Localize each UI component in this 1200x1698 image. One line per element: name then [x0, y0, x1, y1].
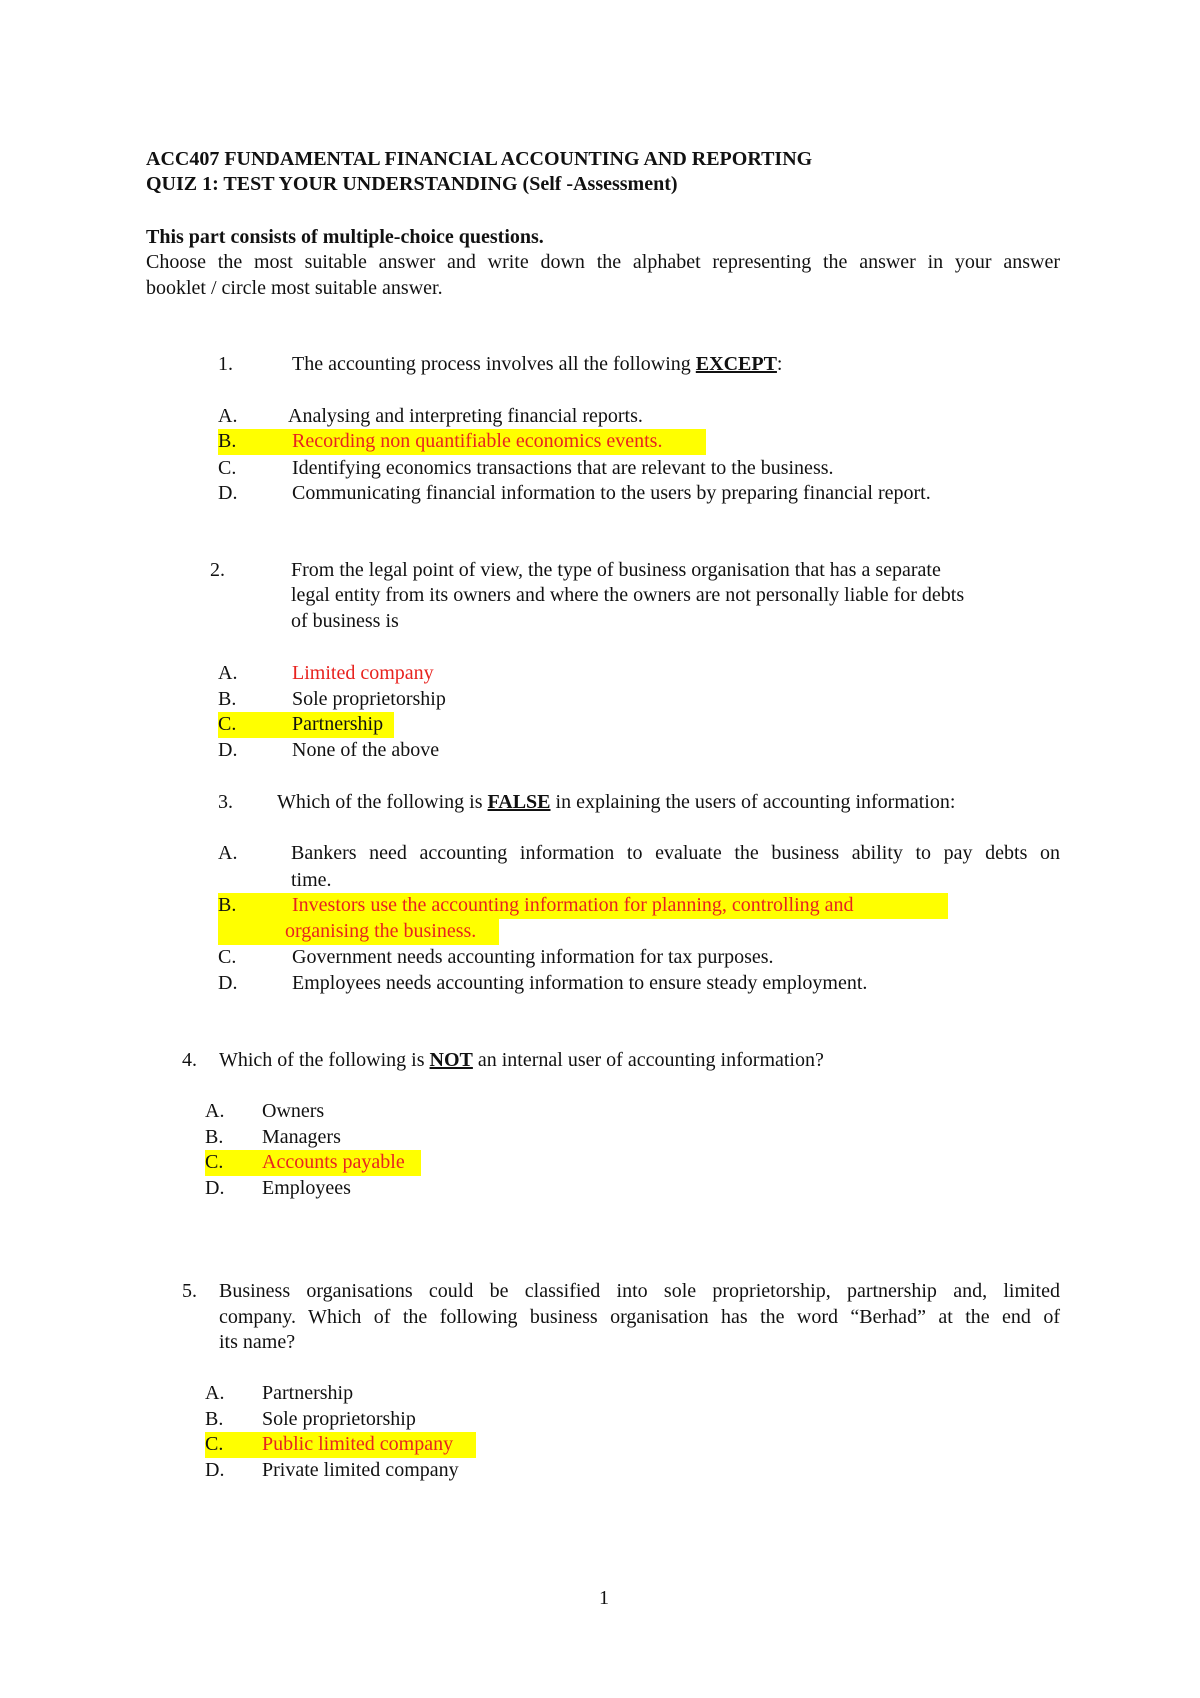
option-letter: C.: [218, 946, 237, 968]
question-number: 2.: [210, 559, 225, 581]
option-text: Bankers need accounting information to evaluate the business ability to pay debts on: [291, 842, 1060, 864]
option-letter: C.: [218, 457, 237, 479]
question-text: legal entity from its owners and where the owners are not personally liable for debts: [291, 584, 965, 606]
option-letter: D.: [205, 1177, 225, 1199]
instructions-line-2: booklet / circle most suitable answer.: [146, 277, 443, 299]
question-number: 4.: [182, 1049, 197, 1071]
option-text-answer: organising the business.: [285, 920, 477, 942]
option-text: Private limited company: [262, 1459, 459, 1481]
option-text-answer: Investors use the accounting information for planning, controlling and: [292, 894, 854, 916]
question-emphasis: NOT: [429, 1049, 473, 1071]
question-text: [292, 352, 782, 376]
option-text: None of the above: [292, 739, 440, 761]
question-text: [277, 790, 955, 814]
option-text: Managers: [262, 1126, 341, 1148]
question-text: Business organisations could be classified into sole proprietorship, partnership and, limited: [219, 1280, 1060, 1302]
option-letter: B.: [205, 1408, 224, 1430]
quiz-title: QUIZ 1: TEST YOUR UNDERSTANDING (Self -Assessment): [146, 173, 678, 195]
question-emphasis: FALSE: [487, 791, 551, 813]
option-text: Partnership: [292, 713, 384, 735]
option-letter: D.: [218, 972, 238, 994]
option-letter: D.: [218, 739, 238, 761]
question-text: company. Which of the following business organisation has the word “Berhad” at the end of: [219, 1306, 1060, 1328]
question-number: 3.: [218, 791, 233, 813]
option-letter: A.: [218, 405, 238, 427]
question-text: From the legal point of view, the type of business organisation that has a separate: [291, 559, 941, 581]
question-text-end: :: [776, 353, 783, 375]
question-text: its name?: [219, 1331, 296, 1353]
option-letter: C.: [218, 713, 237, 735]
option-letter: D.: [205, 1459, 225, 1481]
question-number: 5.: [182, 1280, 197, 1302]
option-letter: A.: [218, 842, 238, 864]
option-text-answer: Accounts payable: [262, 1151, 405, 1173]
option-letter: A.: [205, 1100, 225, 1122]
question-number: 1.: [218, 353, 233, 375]
option-letter: B.: [218, 688, 237, 710]
question-text-start: Which of the following is: [219, 1049, 430, 1071]
option-text-answer: Recording non quantifiable economics events.: [292, 430, 663, 452]
option-text: Communicating financial information to the users by preparing financial report.: [292, 482, 931, 504]
option-text: Owners: [262, 1100, 325, 1122]
option-text: Employees: [262, 1177, 351, 1199]
question-text: of business is: [291, 610, 399, 632]
course-title: ACC407 FUNDAMENTAL FINANCIAL ACCOUNTING AND REPORTING: [146, 148, 813, 170]
option-text-answer: Public limited company: [262, 1433, 454, 1455]
option-text: Government needs accounting information for tax purposes.: [292, 946, 774, 968]
option-letter: A.: [218, 662, 238, 684]
section-heading: This part consists of multiple-choice questions.: [146, 226, 544, 248]
question-text-start: The accounting process involves all the following: [292, 353, 696, 375]
option-letter: B.: [218, 894, 237, 916]
question-text-start: Which of the following is: [277, 791, 488, 813]
option-text: Sole proprietorship: [292, 688, 446, 710]
option-letter: B.: [218, 430, 237, 452]
question-text-end: in explaining the users of accounting information:: [550, 791, 956, 813]
option-text: Identifying economics transactions that are relevant to the business.: [292, 457, 834, 479]
option-text: Partnership: [262, 1382, 354, 1404]
option-text: Employees needs accounting information to ensure steady employment.: [292, 972, 868, 994]
option-text: Sole proprietorship: [262, 1408, 416, 1430]
option-letter: C.: [205, 1151, 224, 1173]
question-text-end: an internal user of accounting information?: [472, 1049, 824, 1071]
page-number: 1: [599, 1587, 609, 1609]
option-text-answer: Limited company: [292, 662, 434, 684]
option-text: time.: [291, 869, 332, 891]
question-emphasis: EXCEPT: [695, 353, 777, 375]
question-text: [219, 1048, 824, 1072]
option-text: Analysing and interpreting financial reports.: [288, 405, 643, 427]
option-letter: A.: [205, 1382, 225, 1404]
option-letter: C.: [205, 1433, 224, 1455]
instructions-line-1: Choose the most suitable answer and write down the alphabet representing the answer in your answer: [146, 251, 1060, 273]
option-letter: D.: [218, 482, 238, 504]
option-letter: B.: [205, 1126, 224, 1148]
